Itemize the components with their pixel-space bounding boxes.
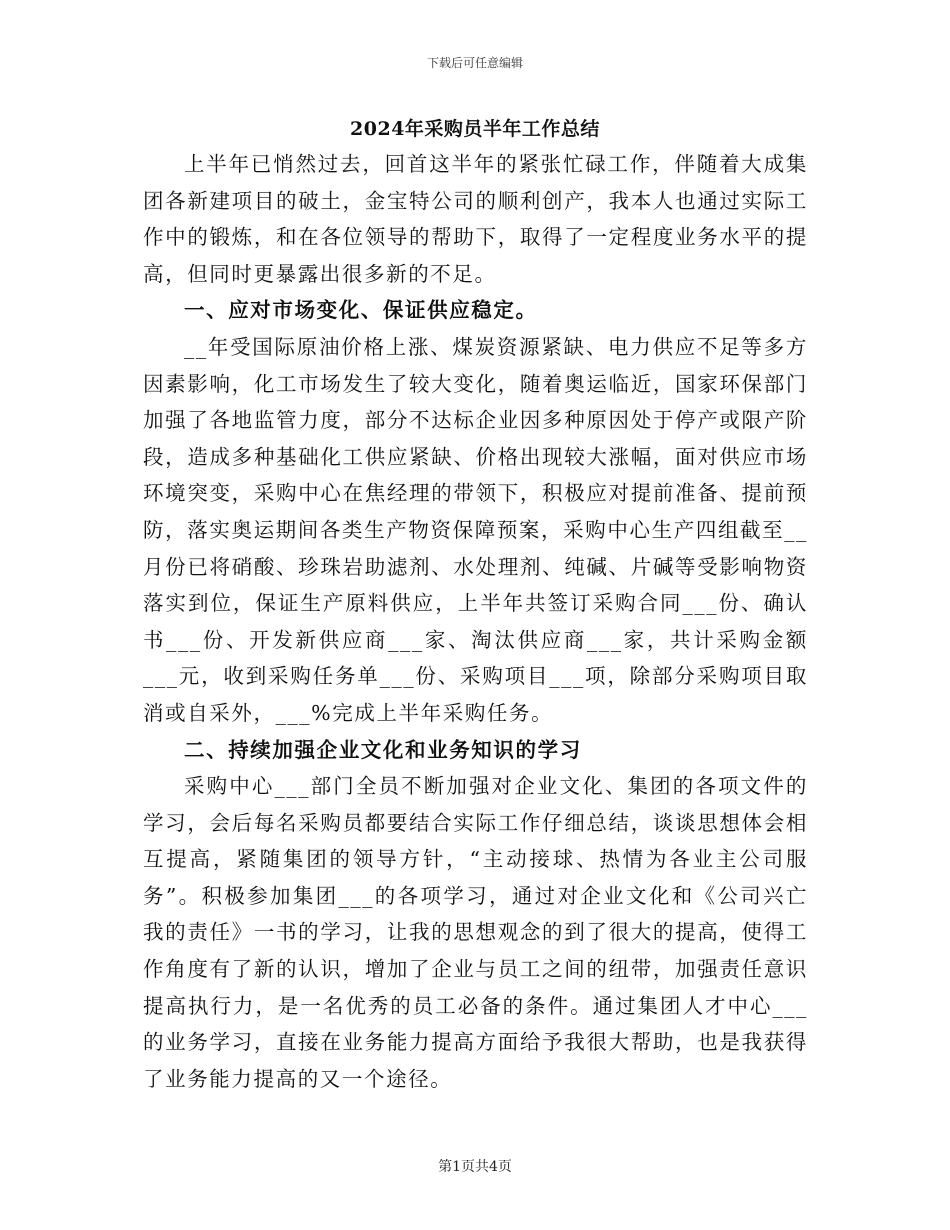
section-1-heading: 一、应对市场变化、保证供应稳定。 <box>184 298 538 323</box>
document-title: 2024年采购员半年工作总结 <box>350 118 600 140</box>
section-1-paragraph: __年受国际原油价格上涨、煤炭资源紧缺、电力供应不足等多方因素影响，化工市场发生了较大变化，随着奥运临近，国家环保部门加强了各地监管力度，部分不达标企业因多种原因处于停产或限产阶段，造成多种基础化工供应紧缺、价格出现较大涨幅，面对供应市场环境突变，采购中心在焦经理的带领下，积极应对提前准备、提前预防，落实奥运期间各类生产物资保障预案，采购中心生产四组截至__月份已将硝酸、珍珠岩助滤剂、水处理剂、纯碱、片碱等受影响物资落实到位，保证生产原料供应，上半年共签订采购合同___份、确认书___份、开发新供应商___家、淘汰供应商___家，共计采购金额___元，收到采购任务单___份、采购项目___项，除部分采购项目取消或自采外，___%完成上半年采购任务。 <box>143 334 808 725</box>
page-number-footer: 第1页共4页 <box>438 1159 512 1175</box>
header-note: 下载后可任意编辑 <box>426 56 523 70</box>
section-2-heading: 二、持续加强企业文化和业务知识的学习 <box>184 737 582 762</box>
document-body <box>143 146 808 1097</box>
section-2-paragraph: 采购中心___部门全员不断加强对企业文化、集团的各项文件的学习，会后每名采购员都要结合实际工作仔细总结，谈谈思想体会相互提高，紧随集团的领导方针，“主动接球、热情为各业主公司服务”。积极参加集团___的各项学习，通过对企业文化和《公司兴亡我的责任》一书的学习，让我的思想观念的到了很大的提高，使得工作角度有了新的认识，增加了企业与员工之间的纽带，加强责任意识提高执行力，是一名优秀的员工必备的条件。通过集团人才中心___的业务学习，直接在业务能力提高方面给予我很大帮助，也是我获得了业务能力提高的又一个途径。 <box>143 774 808 1091</box>
intro-paragraph: 上半年已悄然过去，回首这半年的紧张忙碌工作，伴随着大成集团各新建项目的破土，金宝特公司的顺利创产，我本人也通过实际工作中的锻炼，和在各位领导的帮助下，取得了一定程度业务水平的提高，但同时更暴露出很多新的不足。 <box>143 152 808 286</box>
